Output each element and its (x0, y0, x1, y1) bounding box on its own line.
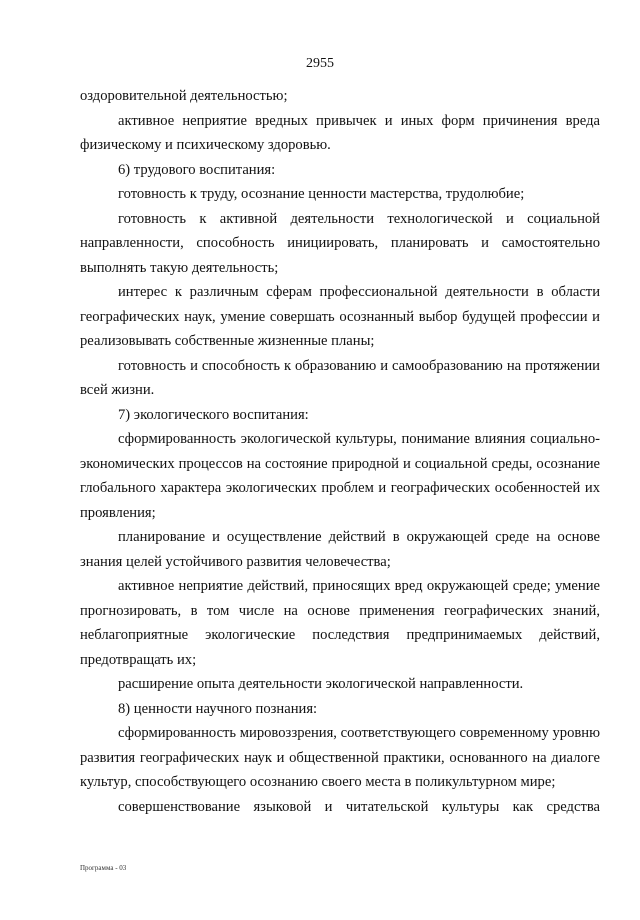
paragraph: готовность к активной деятельности технологической и социальной направленности, способность инициировать, планировать и самостоятельно выполнять такую деятельность; (80, 210, 600, 276)
paragraph: сформированность мировоззрения, соответствующего современному уровню развития географических наук и общественной практики, основанного на диалоге культур, способствующего осознанию своего места в поликультурном мире; (80, 725, 600, 790)
footer-label: Программа - 03 (80, 864, 127, 872)
paragraph: оздоровительной деятельностью; (80, 88, 288, 104)
section-heading: 6) трудового воспитания: (118, 161, 276, 178)
paragraph: готовность к труду, осознание ценности мастерства, трудолюбие; (118, 186, 525, 202)
section-heading: 7) экологического воспитания: (118, 406, 309, 423)
document-body (80, 84, 600, 819)
paragraph: совершенствование языковой и читательской культуры как средства (118, 798, 600, 815)
paragraph: готовность и способность к образованию и самообразованию на протяжении всей жизни. (80, 357, 600, 398)
paragraph: сформированность экологической культуры, понимание влияния социально-экономических процессов на состояние природной и социальной среды, осознание глобального характера экологических проблем и географических особенностей их проявления; (80, 431, 600, 521)
paragraph: активное неприятие действий, приносящих вред окружающей среде; умение прогнозировать, в том числе на основе применения географических знаний, неблагоприятные экологические последствия предпринимаемых действий, предотвращать их; (80, 578, 600, 668)
page-number: 2955 (306, 56, 334, 71)
paragraph: планирование и осуществление действий в окружающей среде на основе знания целей устойчивого развития человечества; (80, 529, 600, 570)
paragraph: активное неприятие вредных привычек и иных форм причинения вреда физическому и психическому здоровью. (80, 112, 600, 153)
paragraph: расширение опыта деятельности экологической направленности. (118, 676, 524, 692)
section-heading: 8) ценности научного познания: (118, 700, 318, 717)
paragraph: интерес к различным сферам профессиональной деятельности в области географических наук, умение совершать осознанный выбор будущей профессии и реализовывать собственные жизненные планы; (80, 284, 600, 349)
